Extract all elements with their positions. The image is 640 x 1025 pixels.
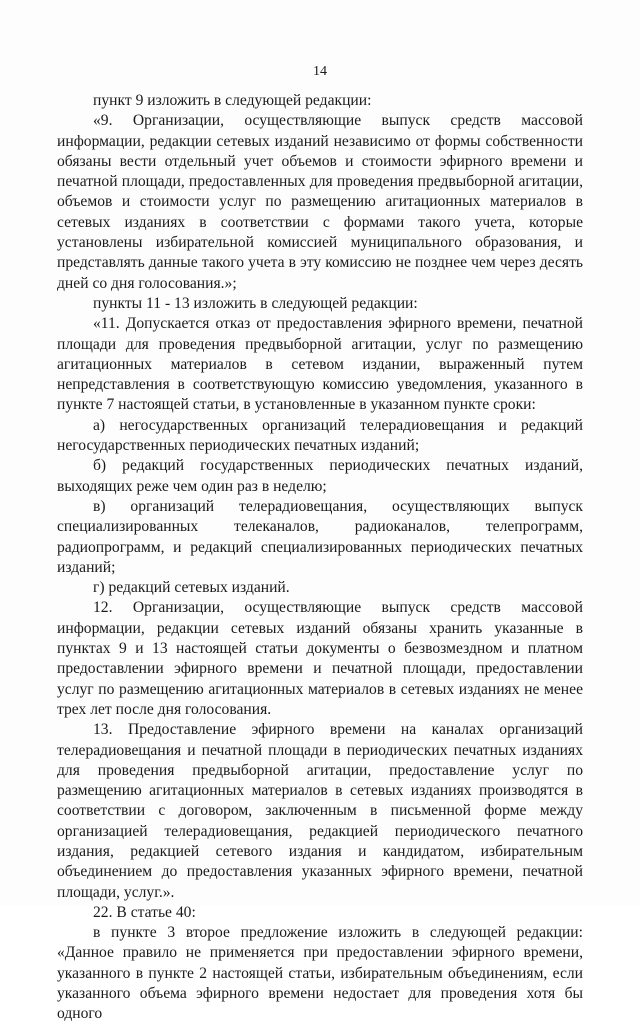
paragraph-8: г) редакций сетевых изданий.	[93, 579, 290, 597]
paragraph-6: б) редакций государственных периодических печатных изданий, выходящих реже чем один раз в неделю;	[57, 457, 583, 495]
paragraph-1: пункт 9 изложить в следующей редакции:	[93, 92, 372, 109]
paragraph-11: 22. В статье 40:	[93, 903, 196, 921]
page-number: 14	[313, 64, 327, 79]
paragraph-3: пункты 11 - 13 изложить в следующей редакции:	[93, 294, 418, 312]
paragraph-2: «9. Организации, осуществляющие выпуск средств массовой информации, редакции сетевых изданий независимо от формы собственности обязаны вести отдельный учет объемов и стоимости эфирного времени и печатной площади, предоставленных для проведения предвыборной агитации, объемов и стоимости услуг по размещению агитационных материалов в сетевых изданиях в соответствии с формами такого учета, которые установлены избирательной комиссией муниципального образования, и представлять данные такого учета в эту комиссию не позднее чем через десять дней со дня голосования.»;	[57, 112, 583, 292]
document-body	[57, 91, 583, 1025]
paragraph-10: 13. Предоставление эфирного времени на каналах организаций телерадиовещания и печатной площади в периодических печатных изданиях для проведения предвыборной агитации, предоставление услуг по размещению агитационных материалов в сетевых изданиях производятся в соответствии с договором, заключенным в письменной форме между организацией телерадиовещания, редакцией периодического печатного издания, редакцией сетевого издания и кандидатом, избирательным объединением до предоставления указанных эфирного времени, печатной площади, услуг.».	[57, 721, 583, 901]
paragraph-12: в пункте 3 второе предложение изложить в следующей редакции: «Данное правило не применяется при предоставлении эфирного времени, указанного в пункте 2 настоящей статьи, избирательным объединениям, если указанного объема эфирного времени недостает для проведения хотя бы одного	[57, 924, 583, 1023]
paragraph-5: а) негосударственных организаций телерадиовещания и редакций негосударственных периодических печатных изданий;	[57, 416, 583, 455]
paragraph-7: в) организаций телерадиовещания, осуществляющих выпуск специализированных телеканалов, радиоканалов, телепрограмм, радиопрограмм, и редакций специализированных периодических печатных изданий;	[57, 497, 583, 576]
paragraph-9: 12. Организации, осуществляющие выпуск средств массовой информации, редакции сетевых изданий обязаны хранить указанные в пунктах 9 и 13 настоящей статьи документы о безвозмездном и платном предоставлении эфирного времени и печатной площади, предоставлении услуг по размещению агитационных материалов в сетевых изданиях не менее трех лет после дня голосования.	[57, 599, 583, 718]
paragraph-4: «11. Допускается отказ от предоставления эфирного времени, печатной площади для проведения предвыборной агитации, услуг по размещению агитационных материалов в сетевом издании, выраженный путем непредставления в соответствующую комиссию уведомления, указанного в пункте 7 настоящей статьи, в установленные в указанном пункте сроки:	[57, 315, 583, 414]
